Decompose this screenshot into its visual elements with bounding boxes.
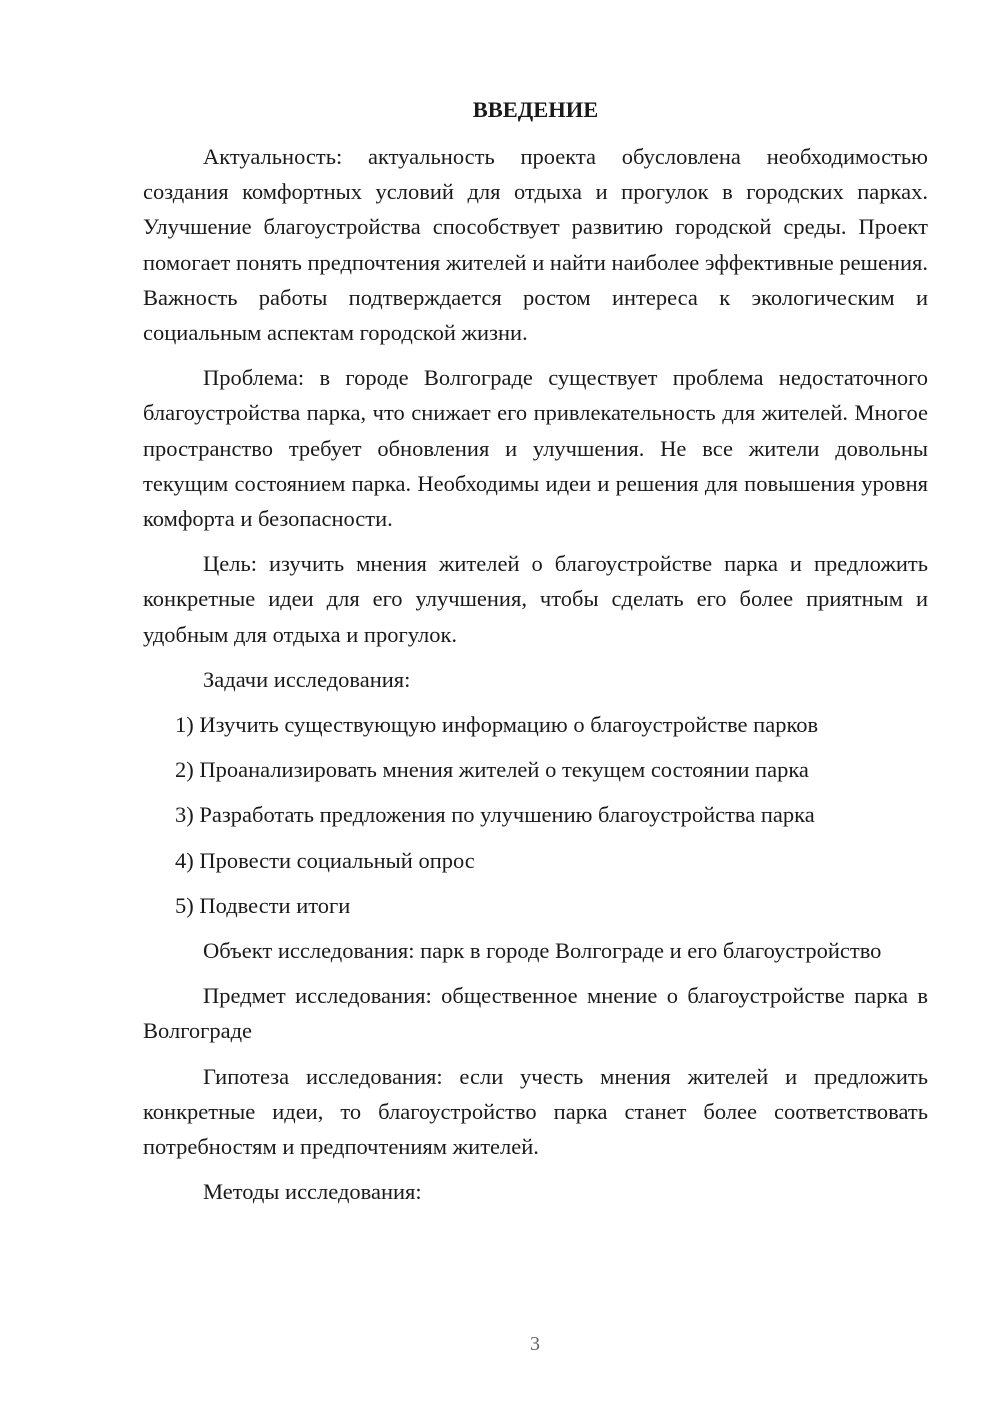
subject-paragraph: Предмет исследования: общественное мнение о благоустройстве парка в Волгограде — [143, 983, 928, 1044]
problem-paragraph: Проблема: в городе Волгограде существует проблема недостаточного благоустройства парка, что снижает его привлекательность для жителей. Многое пространство требует обновления и улучшения. Не все жители довольны текущим состоянием парка. Необходимы идеи и решения для повышения уровня комфорта и безопасности. — [143, 365, 928, 532]
object-paragraph: Объект исследования: парк в городе Волгограде и его благоустройство — [203, 938, 882, 964]
relevance-paragraph: Актуальность: актуальность проекта обусловлена необходимостью создания комфортных условий для отдыха и прогулок в городских парках. Улучшение благоустройства способствует развитию городской среды. Проект помогает понять предпочтения жителей и найти наиболее эффективные решения. Важность работы подтверждается ростом интереса к экологическим и социальным аспектам городской жизни. — [143, 144, 928, 346]
list-item: 5) Подвести итоги — [175, 892, 351, 918]
list-item: 4) Провести социальный опрос — [175, 847, 475, 873]
tasks-heading: Задачи исследования: — [203, 666, 411, 692]
list-item: 3) Разработать предложения по улучшению благоустройства парка — [175, 802, 815, 828]
goal-paragraph: Цель: изучить мнения жителей о благоустройстве парка и предложить конкретные идеи для его улучшения, чтобы сделать его более приятным и удобным для отдыха и прогулок. — [143, 551, 928, 647]
page-title: ВВЕДЕНИЕ — [472, 97, 599, 122]
page-number: 3 — [530, 1333, 540, 1355]
document-page — [143, 92, 928, 1209]
methods-heading: Методы исследования: — [203, 1179, 422, 1205]
hypothesis-paragraph: Гипотеза исследования: если учесть мнения жителей и предложить конкретные идеи, то благоустройство парка станет более соответствовать потребностям и предпочтениям жителей. — [143, 1063, 928, 1160]
list-item: 2) Проанализировать мнения жителей о текущем состоянии парка — [175, 757, 809, 783]
list-item: 1) Изучить существующую информацию о благоустройстве парков — [175, 712, 819, 738]
